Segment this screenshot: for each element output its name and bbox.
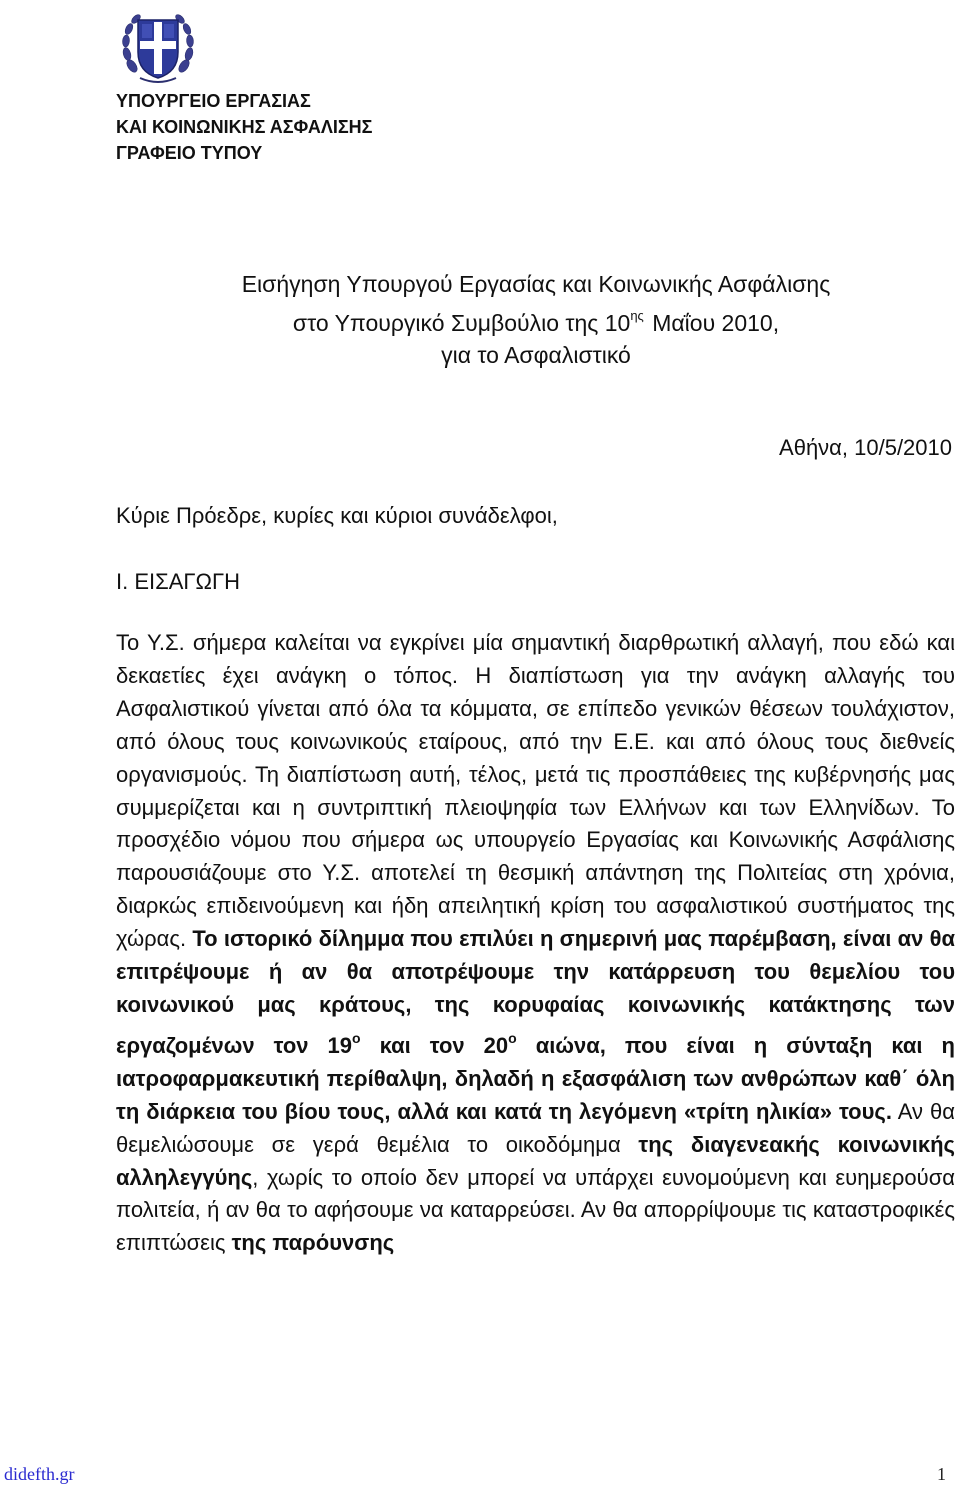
footer-page-number: 1 xyxy=(937,1464,946,1484)
body-bold-2-ordinal: ο xyxy=(508,1029,517,1046)
document-date: Αθήνα, 10/5/2010 xyxy=(779,435,952,460)
footer-site-link[interactable]: didefth.gr xyxy=(4,1464,75,1484)
org-line-press-office: ΓΡΑΦΕΙΟ ΤΥΠΟΥ xyxy=(116,143,263,163)
title-line-2-ordinal: ης xyxy=(630,308,644,323)
section-heading: Ι. ΕΙΣΑΓΩΓΗ xyxy=(116,569,240,594)
body-bold-4: της διαγενεακής κοινωνικής αλληλεγγύης xyxy=(116,1131,956,1190)
title-line-2-suffix: Μαΐου 2010, xyxy=(652,310,780,336)
body-bold-5: της παρόυνσης xyxy=(231,1230,395,1256)
org-line-ministry: ΥΠΟΥΡΓΕΙΟ ΕΡΓΑΣΙΑΣ xyxy=(116,91,311,111)
title-line-2-prefix: στο Υπουργικό Συμβούλιο της 10 xyxy=(292,310,631,336)
salutation: Κύριε Πρόεδρε, κυρίες και κύριοι συνάδελφοι, xyxy=(116,503,558,528)
body-sentence-3: Τη διαπίστωση αυτή, τέλος, μετά τις προσπάθειες της κυβέρνησής μας συμμερίζεται και η συντριπτική πλειοψηφία των Ελλήνων και των Ελληνίδων. xyxy=(116,761,955,820)
organization-header xyxy=(116,88,372,166)
title-line-3: για το Ασφαλιστικό xyxy=(441,342,631,368)
body-bold-1: Το ιστορικό δίλημμα που επιλύει η σημερινή μας παρέμβαση, είναι αν θα επιτρέψουμε ή αν θα αποτρέψουμε την κατάρρευση του θεμελίου του κοινωνικού μας κράτους, της κορυφαίας κοινωνικής κατάκτησης των εργαζομένων τον 19 xyxy=(116,926,955,1058)
body-sentence-5: Αν θα θεμελιώσουμε σε γερά θεμέλια το οικοδόμημα xyxy=(116,1098,956,1157)
body-bold-2: και τον 20 xyxy=(379,1032,509,1058)
body-paragraph xyxy=(116,627,955,1260)
org-line-social-insurance: ΚΑΙ ΚΟΙΝΩΝΙΚΗΣ ΑΣΦΑΛΙΣΗΣ xyxy=(116,117,373,137)
body-sentence-2: Η διαπίστωση για την ανάγκη αλλαγής του Ασφαλιστικού γίνεται από όλα τα κόμματα, σε επίπεδο γενικών θέσεων τουλάχιστον, από όλους τους κοινωνικούς εταίρους, από την Ε.Ε. και από όλους τους διεθνείς οργανισμούς. xyxy=(116,662,955,787)
greek-coat-of-arms-icon xyxy=(118,8,198,88)
body-sentence-1: Το Υ.Σ. σήμερα καλείται να εγκρίνει μία σημαντική διαρθρωτική αλλαγή, που εδώ και δεκαετίες έχει ανάγκη ο τόπος. xyxy=(116,630,955,688)
body-sentence-4: Το προσχέδιο νόμου που σήμερα ως υπουργείο Εργασίας και Κοινωνικής Ασφάλισης παρουσιάζουμε στο Υ.Σ. αποτελεί τη θεσμική απάντηση της Πολιτείας στη χρόνια, διαρκώς επιδεινούμενη και ήδη απειλητική κρίση του ασφαλιστικού συστήματος της χώρας. xyxy=(116,794,955,952)
title-line-2 xyxy=(116,300,956,339)
title-line-1: Εισήγηση Υπουργού Εργασίας και Κοινωνικής Ασφάλισης xyxy=(241,271,831,297)
body-sentence-6: , χωρίς το οποίο δεν μπορεί να υπάρχει ευνομούμενη και ευημερούσα πολιτεία, ή αν θα το αφήσουμε να καταρρεύσει. Αν θα απορρίψουμε τις καταστροφικές επιπτώσεις xyxy=(116,1164,955,1256)
body-bold-3: αιώνα, που είναι η σύνταξη και η ιατροφαρμακευτική περίθαλψη, δηλαδή η εξασφάλιση των ανθρώπων καθ΄ όλη τη διάρκεια του βίου τους, αλλά και κατά τη λεγόμενη «τρίτη ηλικία» τους. xyxy=(116,1032,955,1124)
document-title xyxy=(116,268,956,371)
body-bold-1-ordinal: ο xyxy=(351,1029,361,1046)
